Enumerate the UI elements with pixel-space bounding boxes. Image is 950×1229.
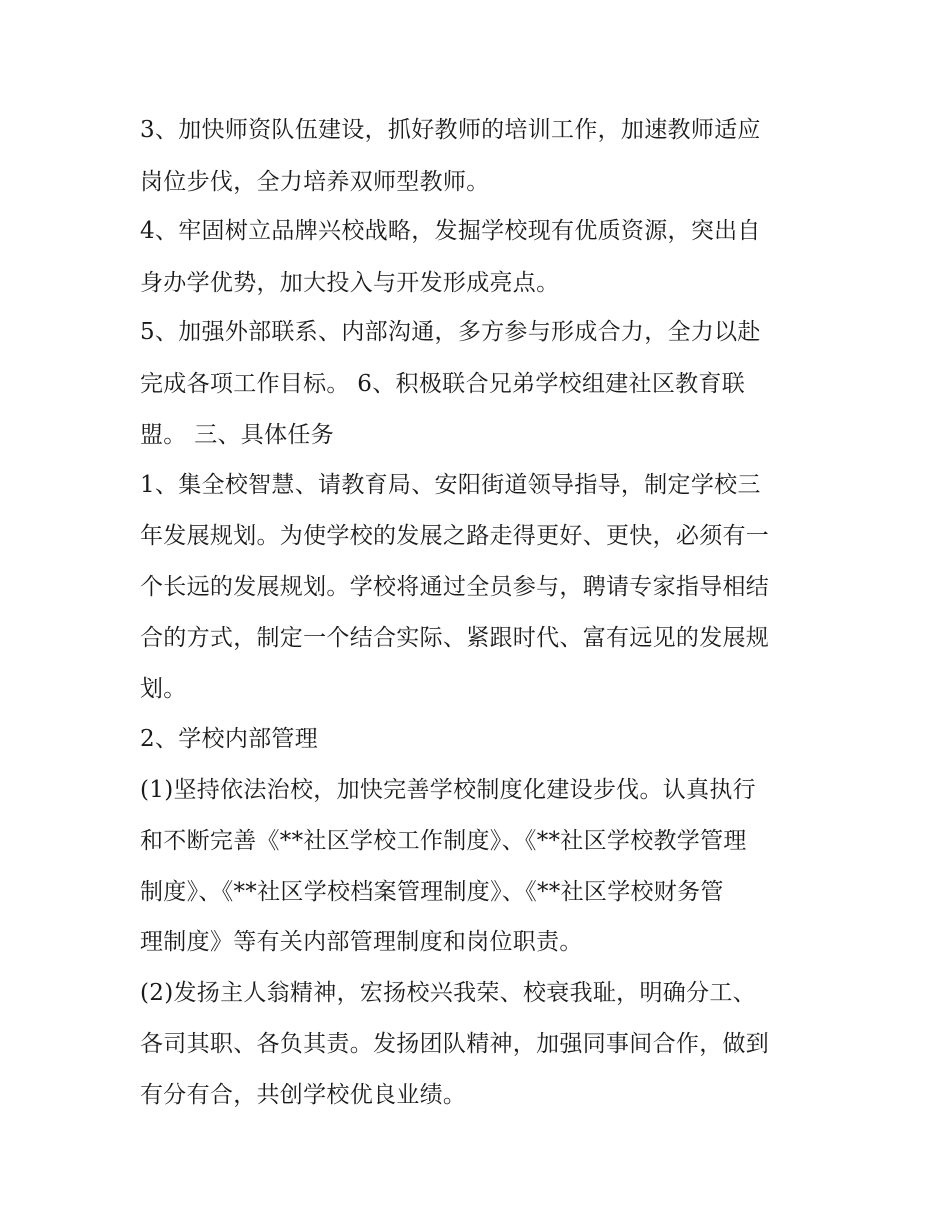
text-line: 和不断完善《**社区学校工作制度》、《**社区学校教学管理 bbox=[140, 828, 747, 854]
text-line: 划。 bbox=[140, 676, 187, 702]
text-line: (2)发扬主人翁精神，宏扬校兴我荣、校衰我耻，明确分工、 bbox=[140, 980, 756, 1006]
text-line: 1、集全校智慧、请教育局、安阳街道领导指导，制定学校三 bbox=[140, 472, 761, 498]
text-line: 各司其职、各负其责。发扬团队精神，加强同事间合作，做到 bbox=[140, 1031, 770, 1057]
text-line: 个长远的发展规划。学校将通过全员参与，聘请专家指导相结 bbox=[140, 574, 770, 600]
text-line: 4、牢固树立品牌兴校战略，发掘学校现有优质资源，突出自 bbox=[140, 218, 761, 244]
text-line: 盟。 三、具体任务 bbox=[140, 422, 335, 448]
text-line: (1)坚持依法治校，加快完善学校制度化建设步伐。认真执行 bbox=[140, 777, 756, 803]
text-line: 有分有合，共创学校优良业绩。 bbox=[140, 1082, 467, 1108]
text-line: 完成各项工作目标。 6、积极联合兄弟学校组建社区教育联 bbox=[140, 371, 746, 397]
text-line: 合的方式，制定一个结合实际、紧跟时代、富有远见的发展规 bbox=[140, 625, 770, 651]
text-line: 岗位步伐，全力培养双师型教师。 bbox=[140, 169, 490, 195]
text-line: 年发展规划。为使学校的发展之路走得更好、更快，必须有一 bbox=[140, 523, 770, 549]
text-line: 制度》、《**社区学校档案管理制度》、《**社区学校财务管 bbox=[140, 879, 724, 905]
text-line: 身办学优势，加大投入与开发形成亮点。 bbox=[140, 270, 560, 296]
text-line: 2、学校内部管理 bbox=[140, 726, 319, 752]
text-line: 理制度》等有关内部管理制度和岗位职责。 bbox=[140, 929, 583, 955]
text-line: 3、加快师资队伍建设，抓好教师的培训工作，加速教师适应 bbox=[140, 117, 761, 143]
text-line: 5、加强外部联系、内部沟通，多方参与形成合力，全力以赴 bbox=[140, 319, 761, 345]
